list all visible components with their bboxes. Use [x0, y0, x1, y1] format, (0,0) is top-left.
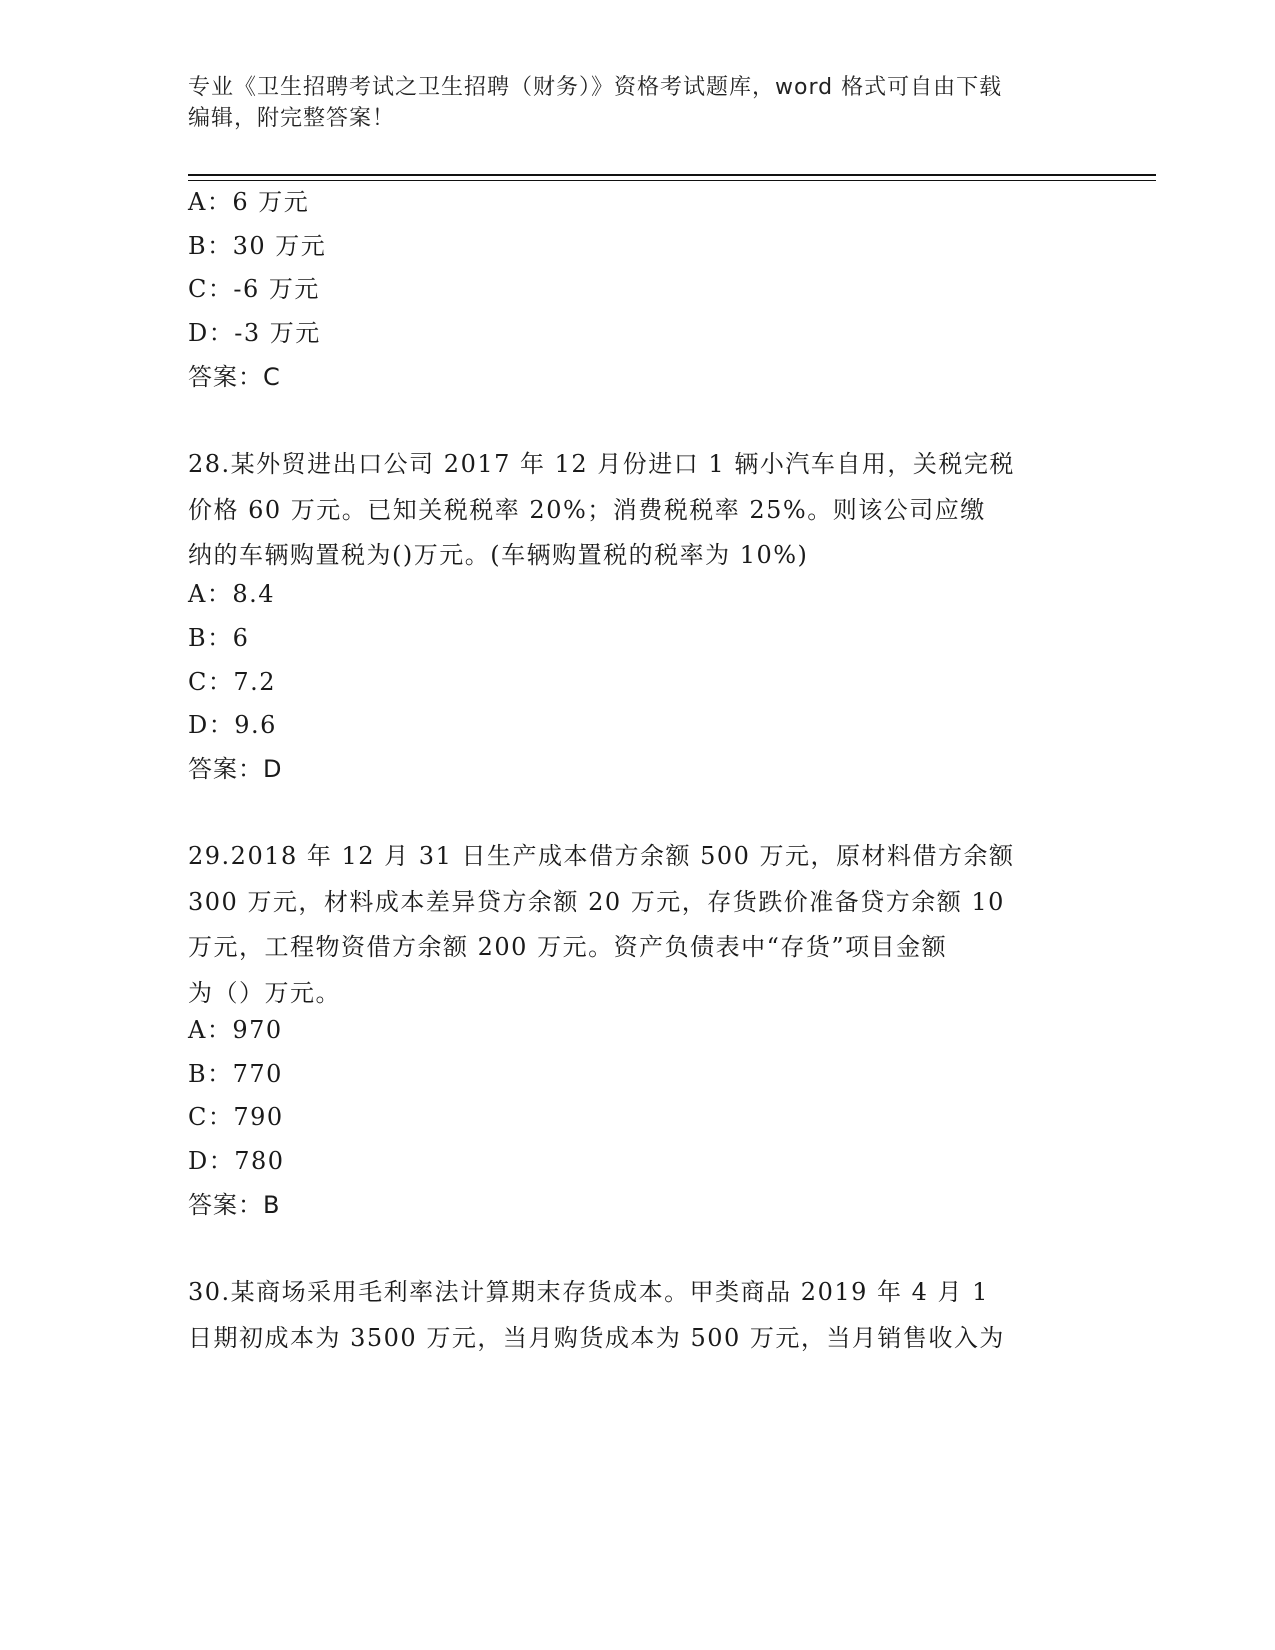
q29-line-2: 300 万元，材料成本差异贷方余额 20 万元，存货跌价准备贷方余额 10 — [188, 887, 1005, 916]
q28-option-d: D：9.6 — [188, 711, 277, 739]
q30-line-2: 日期初成本为 3500 万元，当月购货成本为 500 万元，当月销售收入为 — [188, 1323, 1005, 1352]
q28-option-b: B：6 — [188, 624, 250, 652]
q28-option-a: A：8.4 — [188, 580, 275, 608]
q29-option-d: D：780 — [188, 1147, 285, 1175]
q29-line-1: 29.2018 年 12 月 31 日生产成本借方余额 500 万元，原材料借方余额 — [188, 842, 1015, 870]
q27-option-d: D：-3 万元 — [188, 319, 321, 347]
document-header — [188, 72, 1088, 134]
header-divider-thin — [188, 180, 1156, 181]
q27-answer: 答案：C — [188, 363, 281, 391]
q28-line-2: 价格 60 万元。已知关税税率 20%；消费税税率 25%。则该公司应缴 — [188, 495, 986, 524]
q29-option-c: C：790 — [188, 1103, 284, 1131]
q29-option-a: A：970 — [188, 1016, 283, 1044]
q28-line-3: 纳的车辆购置税为()万元。(车辆购置税的税率为 10%) — [188, 541, 809, 569]
header-line-1: 专业《卫生招聘考试之卫生招聘（财务）》资格考试题库，word 格式可自由下载 — [188, 75, 1003, 100]
q28-question — [188, 442, 1088, 579]
q29-question — [188, 834, 1088, 1016]
q30-line-1: 30.某商场采用毛利率法计算期末存货成本。甲类商品 2019 年 4 月 1 — [188, 1278, 989, 1306]
q28-line-1: 28.某外贸进出口公司 2017 年 12 月份进口 1 辆小汽车自用，关税完税 — [188, 450, 1015, 478]
q27-option-c: C：-6 万元 — [188, 275, 320, 303]
header-divider-thick — [188, 174, 1156, 176]
q27-option-a: A：6 万元 — [188, 188, 310, 216]
q29-line-4: 为（）万元。 — [188, 978, 341, 1007]
q29-line-3: 万元，工程物资借方余额 200 万元。资产负债表中“存货”项目金额 — [188, 933, 948, 961]
header-line-2: 编辑，附完整答案！ — [188, 106, 396, 131]
q27-option-b: B：30 万元 — [188, 232, 327, 260]
q30-question — [188, 1270, 1088, 1361]
q28-answer: 答案：D — [188, 755, 283, 783]
q29-answer: 答案：B — [188, 1191, 281, 1219]
q29-option-b: B：770 — [188, 1060, 283, 1088]
q28-option-c: C：7.2 — [188, 668, 277, 696]
